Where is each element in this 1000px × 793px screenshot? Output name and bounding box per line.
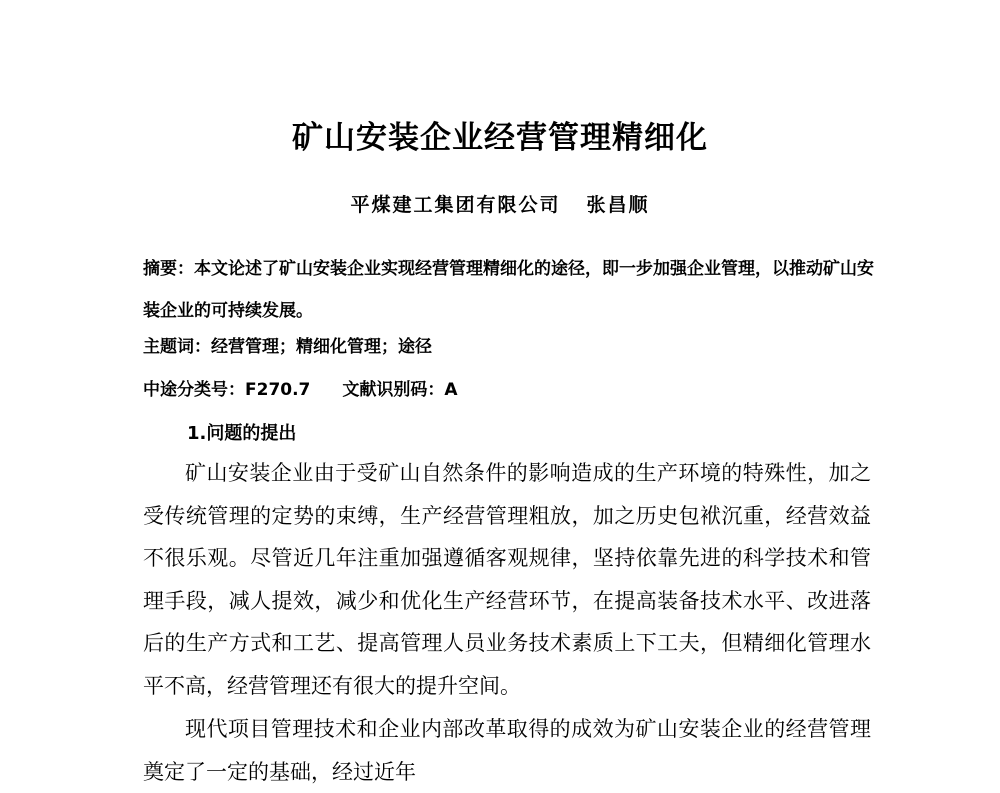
abstract: 摘要：本文论述了矿山安装企业实现经营管理精细化的途径，即一步加强企业管理，以推动矿山安装企业的可持续发展。 xyxy=(143,259,874,321)
clc-number: 中途分类号：F270.7 xyxy=(143,380,311,400)
body-paragraph: 现代项目管理技术和企业内部改革取得的成效为矿山安装企业的经营管理奠定了一定的基础，经过近年 xyxy=(143,717,871,784)
section-heading: 1.问题的提出 xyxy=(187,423,297,444)
document-code: 文献识别码：A xyxy=(342,380,458,400)
keywords: 主题词：经营管理；精细化管理；途径 xyxy=(143,337,432,357)
author-line xyxy=(0,192,1000,218)
body-paragraph: 矿山安装企业由于受矿山自然条件的影响造成的生产环境的特殊性，加之受传统管理的定势的束缚，生产经营管理粗放，加之历史包袱沉重，经营效益不很乐观。尽管近几年注重加强遵循客观规律，坚持依靠先进的科学技术和管理手段，减人提效，减少和优化生产经营环节，在提高装备技术水平、改进落后的生产方式和工艺、提高管理人员业务技术素质上下工夫，但精细化管理水平不高，经营管理还有很大的提升空间。 xyxy=(143,461,871,698)
author-name: 张昌顺 xyxy=(586,194,650,216)
classification-line xyxy=(143,375,883,405)
paper-title: 矿山安装企业经营管理精细化 xyxy=(292,120,708,156)
author-organization: 平煤建工集团有限公司 xyxy=(350,194,561,216)
